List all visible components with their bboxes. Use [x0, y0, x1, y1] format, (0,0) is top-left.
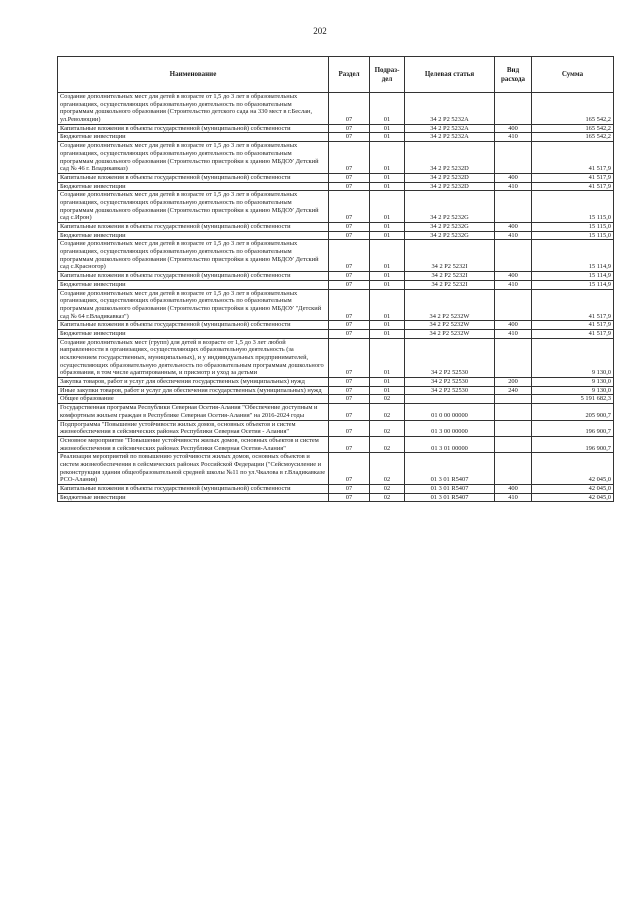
row-amount: 5 191 682,3: [532, 395, 614, 404]
row-name: Бюджетные инвестиции: [58, 231, 329, 240]
row-subsection: 01: [370, 338, 405, 377]
row-amount: 9 130,0: [532, 386, 614, 395]
row-name: Реализация мероприятий по повышению устойчивости жилых домов, основных объектов и систем жизнеобеспечения в сейсмических районах Российской Федерации ("Сейсмоусиление и реконструкция здания общеобразовательной средней школы №11 по ул.Чкалова в г.Владикавказе РСО-Алания): [58, 453, 329, 485]
row-name: Капитальные вложения в объекты государственной (муниципальной) собственности: [58, 124, 329, 133]
table-row: [58, 133, 614, 142]
row-kind: 400: [495, 124, 532, 133]
row-amount: 15 114,9: [532, 240, 614, 272]
header-amount: Сумма: [532, 57, 614, 93]
row-section: 07: [329, 182, 370, 191]
table-row: [58, 240, 614, 272]
row-kind: 400: [495, 321, 532, 330]
page-number: 202: [313, 26, 327, 36]
row-target: 01 3 00 00000: [405, 420, 495, 436]
row-target: 34 2 P2 5232W: [405, 289, 495, 321]
row-subsection: 01: [370, 173, 405, 182]
row-section: 07: [329, 453, 370, 485]
row-subsection: 02: [370, 420, 405, 436]
row-section: 07: [329, 289, 370, 321]
row-kind: [495, 453, 532, 485]
row-kind: [495, 420, 532, 436]
row-name: Общее образование: [58, 395, 329, 404]
row-kind: 410: [495, 133, 532, 142]
row-target: 01 3 01 R5407: [405, 493, 495, 502]
row-name: Бюджетные инвестиции: [58, 133, 329, 142]
row-name: Бюджетные инвестиции: [58, 493, 329, 502]
row-name: Капитальные вложения в объекты государственной (муниципальной) собственности: [58, 321, 329, 330]
row-section: 07: [329, 223, 370, 232]
row-target: 34 2 P2 5232A: [405, 133, 495, 142]
header-subsection: Подраз-дел: [370, 57, 405, 93]
row-subsection: 01: [370, 280, 405, 289]
row-subsection: 01: [370, 289, 405, 321]
table-row: [58, 191, 614, 223]
row-section: 07: [329, 124, 370, 133]
row-target: 34 2 P2 52530: [405, 378, 495, 387]
row-kind: [495, 404, 532, 420]
header-name: Наименование: [58, 57, 329, 93]
row-kind: 410: [495, 493, 532, 502]
row-section: 07: [329, 329, 370, 338]
row-target: 34 2 P2 5232I: [405, 280, 495, 289]
row-amount: 42 045,0: [532, 453, 614, 485]
table-row: [58, 395, 614, 404]
row-subsection: 01: [370, 191, 405, 223]
row-section: 07: [329, 240, 370, 272]
row-target: 34 2 P2 5232W: [405, 329, 495, 338]
row-target: 34 2 P2 5232A: [405, 124, 495, 133]
row-kind: 410: [495, 182, 532, 191]
row-kind: 240: [495, 386, 532, 395]
row-name: Бюджетные инвестиции: [58, 182, 329, 191]
row-target: 01 3 01 00000: [405, 436, 495, 452]
row-kind: [495, 240, 532, 272]
row-subsection: 01: [370, 321, 405, 330]
row-section: 07: [329, 191, 370, 223]
table-row: [58, 231, 614, 240]
row-section: 07: [329, 485, 370, 494]
header-target: Целевая статья: [405, 57, 495, 93]
table-row: [58, 453, 614, 485]
row-section: 07: [329, 338, 370, 377]
table-row: [58, 493, 614, 502]
row-target: 34 2 P2 5232W: [405, 321, 495, 330]
row-name: Иные закупки товаров, работ и услуг для обеспечения государственных (муниципальных) нужд: [58, 386, 329, 395]
row-subsection: 01: [370, 223, 405, 232]
row-amount: 42 045,0: [532, 493, 614, 502]
row-kind: [495, 191, 532, 223]
table-row: [58, 142, 614, 174]
row-amount: 42 045,0: [532, 485, 614, 494]
row-subsection: 02: [370, 453, 405, 485]
row-subsection: 02: [370, 404, 405, 420]
row-name: Создание дополнительных мест (групп) для детей в возрасте от 1,5 до 3 лет любой направленности в организациях, осуществляющих образовательную деятельность (за исключением государственных, муниципальных), и у индивидуальных предпринимателей, осуществляющих образовательную деятельность по образовательным программам дошкольного образования, в том числе адаптированным, и присмотр и уход за детьми: [58, 338, 329, 377]
row-target: 34 2 P2 5232D: [405, 182, 495, 191]
row-kind: [495, 436, 532, 452]
table-row: [58, 93, 614, 125]
row-amount: 165 542,2: [532, 124, 614, 133]
row-amount: 165 542,2: [532, 93, 614, 125]
row-target: 01 0 00 00000: [405, 404, 495, 420]
row-target: 01 3 01 R5407: [405, 485, 495, 494]
header-section: Раздел: [329, 57, 370, 93]
row-name: Создание дополнительных мест для детей в возрасте от 1,5 до 3 лет в образовательных организациях, осуществляющих образовательную деятельность по образовательным программам дошкольного образования (Строительство пристройки к зданию МБДОУ "Детский сад № 64 г.Владикавказ"): [58, 289, 329, 321]
row-target: 34 2 P2 5232I: [405, 272, 495, 281]
row-section: 07: [329, 321, 370, 330]
row-name: Капитальные вложения в объекты государственной (муниципальной) собственности: [58, 223, 329, 232]
table-row: [58, 338, 614, 377]
row-kind: 410: [495, 280, 532, 289]
row-kind: [495, 338, 532, 377]
table-row: [58, 124, 614, 133]
row-kind: [495, 395, 532, 404]
row-section: 07: [329, 133, 370, 142]
row-name: Государственная программа Республики Северная Осетия-Алания "Обеспечение доступным и комфортным жильем граждан в Республике Северная Осетия-Алания" на 2016-2024 годы: [58, 404, 329, 420]
row-name: Закупка товаров, работ и услуг для обеспечения государственных (муниципальных) нужд: [58, 378, 329, 387]
row-section: 07: [329, 231, 370, 240]
row-amount: 9 130,0: [532, 338, 614, 377]
row-section: 07: [329, 420, 370, 436]
row-kind: 410: [495, 231, 532, 240]
row-target: 34 2 P2 52530: [405, 386, 495, 395]
row-subsection: 01: [370, 240, 405, 272]
row-amount: 15 115,0: [532, 231, 614, 240]
row-section: 07: [329, 436, 370, 452]
row-section: 07: [329, 142, 370, 174]
table-row: [58, 404, 614, 420]
row-section: 07: [329, 378, 370, 387]
row-amount: 15 114,9: [532, 272, 614, 281]
table-row: [58, 173, 614, 182]
table-row: [58, 223, 614, 232]
row-kind: [495, 289, 532, 321]
row-amount: 15 115,0: [532, 223, 614, 232]
row-amount: 41 517,9: [532, 173, 614, 182]
row-subsection: 02: [370, 395, 405, 404]
row-target: 34 2 P2 5232I: [405, 240, 495, 272]
table-row: [58, 386, 614, 395]
row-amount: 41 517,9: [532, 329, 614, 338]
row-subsection: 01: [370, 231, 405, 240]
budget-table: [57, 56, 614, 502]
row-amount: 15 115,0: [532, 191, 614, 223]
row-target: 34 2 P2 5232A: [405, 93, 495, 125]
row-amount: 41 517,9: [532, 182, 614, 191]
row-section: 07: [329, 404, 370, 420]
row-subsection: 01: [370, 329, 405, 338]
table-row: [58, 436, 614, 452]
row-kind: 200: [495, 378, 532, 387]
row-target: [405, 395, 495, 404]
row-subsection: 02: [370, 436, 405, 452]
row-target: 34 2 P2 5232G: [405, 191, 495, 223]
row-kind: 400: [495, 173, 532, 182]
row-name: Капитальные вложения в объекты государственной (муниципальной) собственности: [58, 272, 329, 281]
row-name: Создание дополнительных мест для детей в возрасте от 1,5 до 3 лет в образовательных организациях, осуществляющих образовательную деятельность по образовательным программам дошкольного образования (Строительство пристройки к зданию МБДОУ Детский сад № 46 г. Владикавказ): [58, 142, 329, 174]
row-amount: 9 130,0: [532, 378, 614, 387]
row-target: 01 3 01 R5407: [405, 453, 495, 485]
row-target: 34 2 P2 5232G: [405, 223, 495, 232]
row-target: 34 2 P2 5232D: [405, 173, 495, 182]
table-row: [58, 378, 614, 387]
row-subsection: 01: [370, 386, 405, 395]
row-section: 07: [329, 395, 370, 404]
table-header-row: [58, 57, 614, 93]
header-kind: Вид расхода: [495, 57, 532, 93]
row-subsection: 01: [370, 124, 405, 133]
row-amount: 41 517,9: [532, 289, 614, 321]
row-name: Создание дополнительных мест для детей в возрасте от 1,5 до 3 лет в образовательных организациях, осуществляющих образовательную деятельность по образовательным программам дошкольного образования (Строительство детского сада на 330 мест в г.Беслан, ул.Революции): [58, 93, 329, 125]
row-subsection: 01: [370, 378, 405, 387]
row-section: 07: [329, 280, 370, 289]
table-row: [58, 280, 614, 289]
row-section: 07: [329, 493, 370, 502]
row-subsection: 02: [370, 493, 405, 502]
table-row: [58, 289, 614, 321]
row-kind: 400: [495, 223, 532, 232]
row-name: Создание дополнительных мест для детей в возрасте от 1,5 до 3 лет в образовательных организациях, осуществляющих образовательную деятельность по образовательным программам дошкольного образования (Строительство пристройки к зданию МБДОУ Детский сад с.Красногор): [58, 240, 329, 272]
row-name: Создание дополнительных мест для детей в возрасте от 1,5 до 3 лет в образовательных организациях, осуществляющих образовательную деятельность по образовательным программам дошкольного образования (Строительство пристройки к зданию МБДОУ Детский сад с.Ирон): [58, 191, 329, 223]
table-row: [58, 329, 614, 338]
row-target: 34 2 P2 52530: [405, 338, 495, 377]
table-row: [58, 485, 614, 494]
row-kind: 410: [495, 329, 532, 338]
table-row: [58, 182, 614, 191]
row-kind: 400: [495, 272, 532, 281]
row-section: 07: [329, 93, 370, 125]
row-target: 34 2 P2 5232G: [405, 231, 495, 240]
table-row: [58, 420, 614, 436]
row-amount: 15 114,9: [532, 280, 614, 289]
row-subsection: 01: [370, 182, 405, 191]
row-amount: 41 517,9: [532, 142, 614, 174]
row-name: Бюджетные инвестиции: [58, 280, 329, 289]
row-target: 34 2 P2 5232D: [405, 142, 495, 174]
row-kind: [495, 93, 532, 125]
row-amount: 165 542,2: [532, 133, 614, 142]
row-amount: 41 517,9: [532, 321, 614, 330]
table-row: [58, 272, 614, 281]
row-name: Бюджетные инвестиции: [58, 329, 329, 338]
row-section: 07: [329, 386, 370, 395]
row-subsection: 01: [370, 133, 405, 142]
row-name: Подпрограмма "Повышение устойчивости жилых домов, основных объектов и систем жизнеобеспечения в сейсмических районах Республики Северная Осетия - Алания": [58, 420, 329, 436]
row-subsection: 01: [370, 272, 405, 281]
row-amount: 205 900,7: [532, 404, 614, 420]
row-subsection: 01: [370, 93, 405, 125]
row-name: Капитальные вложения в объекты государственной (муниципальной) собственности: [58, 173, 329, 182]
row-subsection: 01: [370, 142, 405, 174]
row-kind: 400: [495, 485, 532, 494]
table-row: [58, 321, 614, 330]
row-subsection: 02: [370, 485, 405, 494]
row-kind: [495, 142, 532, 174]
row-amount: 196 900,7: [532, 420, 614, 436]
row-name: Капитальные вложения в объекты государственной (муниципальной) собственности: [58, 485, 329, 494]
row-section: 07: [329, 272, 370, 281]
row-section: 07: [329, 173, 370, 182]
row-name: Основное мероприятие "Повышение устойчивости жилых домов, основных объектов и систем жизнеобеспечения в сейсмических районах Республики Северная Осетия-Алания": [58, 436, 329, 452]
table-body: [58, 93, 614, 502]
row-amount: 196 900,7: [532, 436, 614, 452]
